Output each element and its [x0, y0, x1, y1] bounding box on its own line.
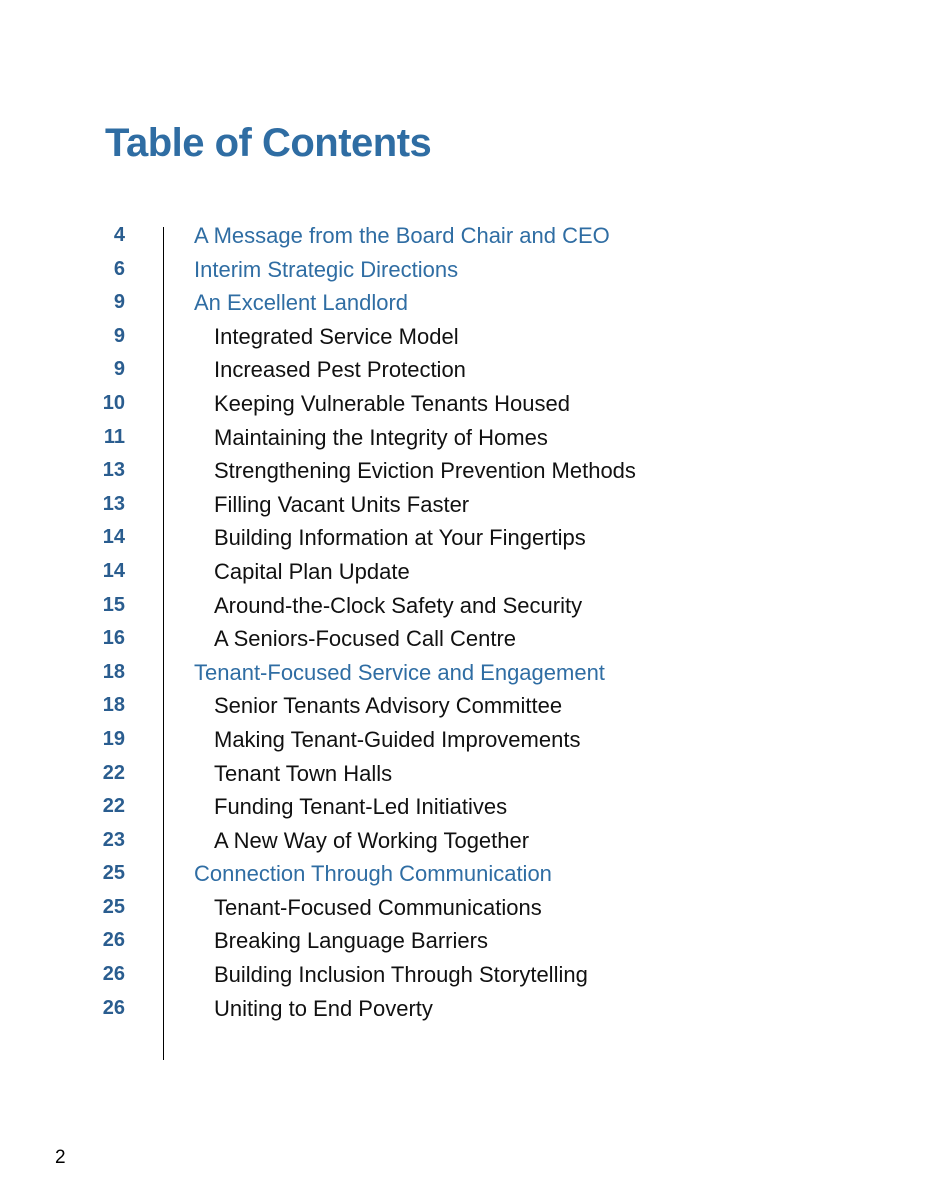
toc-entry-title[interactable]: Building Inclusion Through Storytelling — [214, 962, 588, 988]
toc-entry-title[interactable]: Tenant-Focused Communications — [214, 894, 542, 920]
toc-entry-title[interactable]: Keeping Vulnerable Tenants Housed — [214, 390, 570, 416]
toc-subsection-entry[interactable] — [0, 926, 926, 960]
toc-page-number: 13 — [102, 459, 125, 482]
toc-page-number: 25 — [102, 895, 125, 918]
toc-page-number: 14 — [102, 559, 125, 582]
toc-page-number: 14 — [102, 526, 125, 549]
toc-subsection-entry[interactable] — [0, 725, 926, 759]
toc-subsection-entry[interactable] — [0, 557, 926, 591]
toc-page-number: 23 — [102, 828, 125, 851]
toc-entry-title[interactable]: Making Tenant-Guided Improvements — [214, 726, 581, 752]
toc-entry-title[interactable]: Tenant Town Halls — [214, 760, 393, 786]
toc-page-number: 13 — [102, 492, 125, 515]
page-number: 2 — [55, 1147, 66, 1168]
toc-subsection-entry[interactable] — [0, 960, 926, 994]
toc-page-number: 15 — [102, 593, 125, 616]
toc-page-number: 9 — [113, 324, 125, 347]
toc-entry-title[interactable]: Breaking Language Barriers — [214, 928, 488, 954]
toc-entry-title[interactable]: Interim Strategic Directions — [194, 256, 459, 282]
toc-section-entry[interactable] — [0, 658, 926, 692]
toc-entry-title[interactable]: A Message from the Board Chair and CEO — [194, 223, 610, 248]
toc-entry-title[interactable]: An Excellent Landlord — [194, 290, 409, 316]
toc-page-number: 26 — [102, 996, 125, 1019]
toc-entry-title[interactable]: Uniting to End Poverty — [214, 995, 433, 1021]
toc-page-number: 25 — [102, 862, 125, 885]
toc-entry-title[interactable]: A New Way of Working Together — [214, 827, 530, 853]
toc-page-number: 18 — [102, 694, 125, 717]
toc-entry-title[interactable]: Senior Tenants Advisory Committee — [214, 693, 563, 719]
toc-subsection-entry[interactable] — [0, 691, 926, 725]
toc-subsection-entry[interactable] — [0, 523, 926, 557]
toc-entry-title[interactable]: Increased Pest Protection — [214, 357, 466, 383]
page-title: Table of Contents — [105, 121, 432, 165]
toc-entry-title[interactable]: Integrated Service Model — [214, 323, 459, 349]
toc-page-number: 10 — [102, 391, 125, 414]
toc-page-number: 4 — [113, 224, 125, 246]
toc-section-entry[interactable] — [0, 221, 926, 255]
toc-subsection-entry[interactable] — [0, 423, 926, 457]
toc-entry-title[interactable]: Strengthening Eviction Prevention Methods — [214, 458, 636, 484]
toc-entry-title[interactable]: Tenant-Focused Service and Engagement — [194, 659, 605, 685]
toc-subsection-entry[interactable] — [0, 792, 926, 826]
toc-subsection-entry[interactable] — [0, 624, 926, 658]
toc-subsection-entry[interactable] — [0, 389, 926, 423]
toc-subsection-entry[interactable] — [0, 893, 926, 927]
toc-entry-title[interactable]: Funding Tenant-Led Initiatives — [214, 794, 508, 820]
toc-page-number: 9 — [113, 358, 125, 381]
toc-subsection-entry[interactable] — [0, 759, 926, 793]
toc-entry-title[interactable]: Filling Vacant Units Faster — [214, 491, 470, 517]
toc-section-entry[interactable] — [0, 859, 926, 893]
toc-page-number: 9 — [113, 291, 125, 314]
toc-page-number: 11 — [103, 425, 125, 448]
toc-entry-title[interactable]: Building Information at Your Fingertips — [214, 525, 586, 551]
toc-subsection-entry[interactable] — [0, 994, 926, 1028]
toc-subsection-entry[interactable] — [0, 456, 926, 490]
toc-entry-title[interactable]: Capital Plan Update — [214, 558, 410, 584]
toc-page-number: 26 — [102, 929, 125, 952]
toc-entry-title[interactable]: Connection Through Communication — [194, 861, 552, 887]
toc-page-number: 6 — [113, 257, 125, 280]
toc-section-entry[interactable] — [0, 288, 926, 322]
toc-page-number: 19 — [102, 727, 125, 750]
toc-subsection-entry[interactable] — [0, 355, 926, 389]
toc-page-number: 22 — [102, 795, 125, 818]
table-of-contents — [0, 221, 926, 1027]
toc-entry-title[interactable]: Around-the-Clock Safety and Security — [214, 592, 583, 618]
toc-entry-title[interactable]: Maintaining the Integrity of Homes — [214, 424, 548, 450]
toc-section-entry[interactable] — [0, 255, 926, 289]
toc-subsection-entry[interactable] — [0, 490, 926, 524]
toc-subsection-entry[interactable] — [0, 591, 926, 625]
toc-page-number: 22 — [102, 761, 125, 784]
toc-entry-title[interactable]: A Seniors-Focused Call Centre — [214, 626, 517, 652]
toc-page-number: 16 — [102, 627, 125, 650]
toc-page-number: 18 — [102, 660, 125, 683]
toc-page-number: 26 — [102, 963, 125, 986]
toc-subsection-entry[interactable] — [0, 322, 926, 356]
toc-subsection-entry[interactable] — [0, 826, 926, 860]
